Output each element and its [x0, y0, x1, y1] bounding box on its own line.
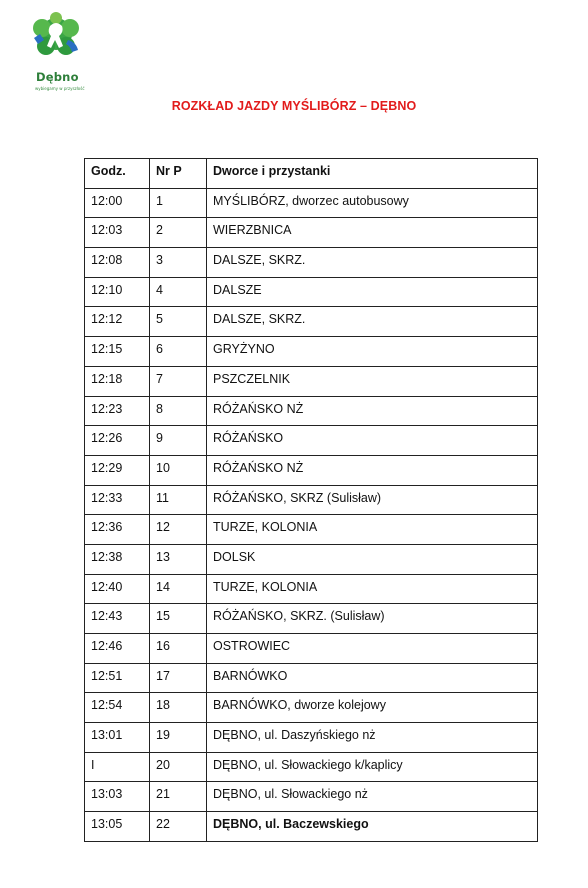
time-cell: 12:10: [85, 277, 150, 307]
table-row: [85, 574, 538, 604]
table-row: [85, 663, 538, 693]
station-cell: DALSZE, SKRZ.: [207, 307, 538, 337]
table-row: [85, 693, 538, 723]
time-cell: 12:46: [85, 634, 150, 664]
table-row: [85, 544, 538, 574]
station-cell: DALSZE: [207, 277, 538, 307]
station-cell: DĘBNO, ul. Daszyńskiego nż: [207, 723, 538, 753]
station-cell: PSZCZELNIK: [207, 366, 538, 396]
logo-tagline: wybiegamy w przyszłość: [35, 86, 85, 91]
time-cell: 12:43: [85, 604, 150, 634]
stop-number-cell: 5: [150, 307, 207, 337]
timetable: [84, 158, 538, 842]
stop-number-cell: 12: [150, 515, 207, 545]
stop-number-cell: 10: [150, 455, 207, 485]
stop-number-cell: 4: [150, 277, 207, 307]
station-cell: RÓŻAŃSKO, SKRZ (Sulisław): [207, 485, 538, 515]
station-cell: RÓŻAŃSKO, SKRZ. (Sulisław): [207, 604, 538, 634]
stop-number-cell: 11: [150, 485, 207, 515]
table-row: [85, 723, 538, 753]
stop-number-cell: 20: [150, 752, 207, 782]
station-cell: DALSZE, SKRZ.: [207, 248, 538, 278]
table-row: [85, 485, 538, 515]
table-row: [85, 218, 538, 248]
table-row: [85, 188, 538, 218]
table-row: [85, 366, 538, 396]
time-cell: 12:12: [85, 307, 150, 337]
station-cell: DĘBNO, ul. Słowackiego k/kaplicy: [207, 752, 538, 782]
header-time: Godz.: [85, 159, 150, 189]
time-cell: 12:29: [85, 455, 150, 485]
table-row: [85, 752, 538, 782]
time-cell: 12:36: [85, 515, 150, 545]
time-cell: 12:26: [85, 426, 150, 456]
time-cell: 13:05: [85, 812, 150, 842]
stop-number-cell: 2: [150, 218, 207, 248]
stop-number-cell: 21: [150, 782, 207, 812]
time-cell: 13:03: [85, 782, 150, 812]
header-stations: Dworce i przystanki: [207, 159, 538, 189]
debno-logo: [16, 10, 96, 91]
station-cell: GRYŻYNO: [207, 337, 538, 367]
stop-number-cell: 22: [150, 812, 207, 842]
station-cell: WIERZBNICA: [207, 218, 538, 248]
stop-number-cell: 9: [150, 426, 207, 456]
stop-number-cell: 19: [150, 723, 207, 753]
time-cell: 12:18: [85, 366, 150, 396]
station-cell: TURZE, KOLONIA: [207, 574, 538, 604]
station-cell: RÓŻAŃSKO NŻ: [207, 455, 538, 485]
time-cell: 12:03: [85, 218, 150, 248]
time-cell: 12:15: [85, 337, 150, 367]
stop-number-cell: 1: [150, 188, 207, 218]
stop-number-cell: 3: [150, 248, 207, 278]
table-row: [85, 337, 538, 367]
table-row: [85, 782, 538, 812]
stop-number-cell: 15: [150, 604, 207, 634]
table-row: [85, 426, 538, 456]
time-cell: 12:00: [85, 188, 150, 218]
stop-number-cell: 14: [150, 574, 207, 604]
table-row: [85, 277, 538, 307]
time-cell: 12:08: [85, 248, 150, 278]
station-cell-final: DĘBNO, ul. Baczewskiego: [207, 812, 538, 842]
station-cell: RÓŻAŃSKO: [207, 426, 538, 456]
stop-number-cell: 6: [150, 337, 207, 367]
station-cell: MYŚLIBÓRZ, dworzec autobusowy: [207, 188, 538, 218]
table-row: [85, 634, 538, 664]
station-cell: TURZE, KOLONIA: [207, 515, 538, 545]
time-cell: 12:23: [85, 396, 150, 426]
table-row: [85, 307, 538, 337]
station-cell: RÓŻAŃSKO NŻ: [207, 396, 538, 426]
header-stop-number: Nr P: [150, 159, 207, 189]
table-row: [85, 604, 538, 634]
stop-number-cell: 18: [150, 693, 207, 723]
stop-number-cell: 16: [150, 634, 207, 664]
table-row: [85, 455, 538, 485]
time-cell: 13:01: [85, 723, 150, 753]
station-cell: DĘBNO, ul. Słowackiego nż: [207, 782, 538, 812]
time-cell: 12:38: [85, 544, 150, 574]
stop-number-cell: 17: [150, 663, 207, 693]
table-row: [85, 812, 538, 842]
time-cell: 12:40: [85, 574, 150, 604]
time-cell: 12:51: [85, 663, 150, 693]
page-title: ROZKŁAD JAZDY MYŚLIBÓRZ – DĘBNO: [171, 99, 417, 113]
time-cell: I: [85, 752, 150, 782]
table-row: [85, 248, 538, 278]
table-header-row: [85, 159, 538, 189]
station-cell: BARNÓWKO: [207, 663, 538, 693]
station-cell: DOLSK: [207, 544, 538, 574]
stop-number-cell: 7: [150, 366, 207, 396]
time-cell: 12:33: [85, 485, 150, 515]
logo-name: Dębno: [36, 70, 79, 84]
debno-emblem-icon: [16, 10, 96, 70]
table-row: [85, 515, 538, 545]
stop-number-cell: 13: [150, 544, 207, 574]
station-cell: OSTROWIEC: [207, 634, 538, 664]
time-cell: 12:54: [85, 693, 150, 723]
station-cell: BARNÓWKO, dworze kolejowy: [207, 693, 538, 723]
stop-number-cell: 8: [150, 396, 207, 426]
table-row: [85, 396, 538, 426]
